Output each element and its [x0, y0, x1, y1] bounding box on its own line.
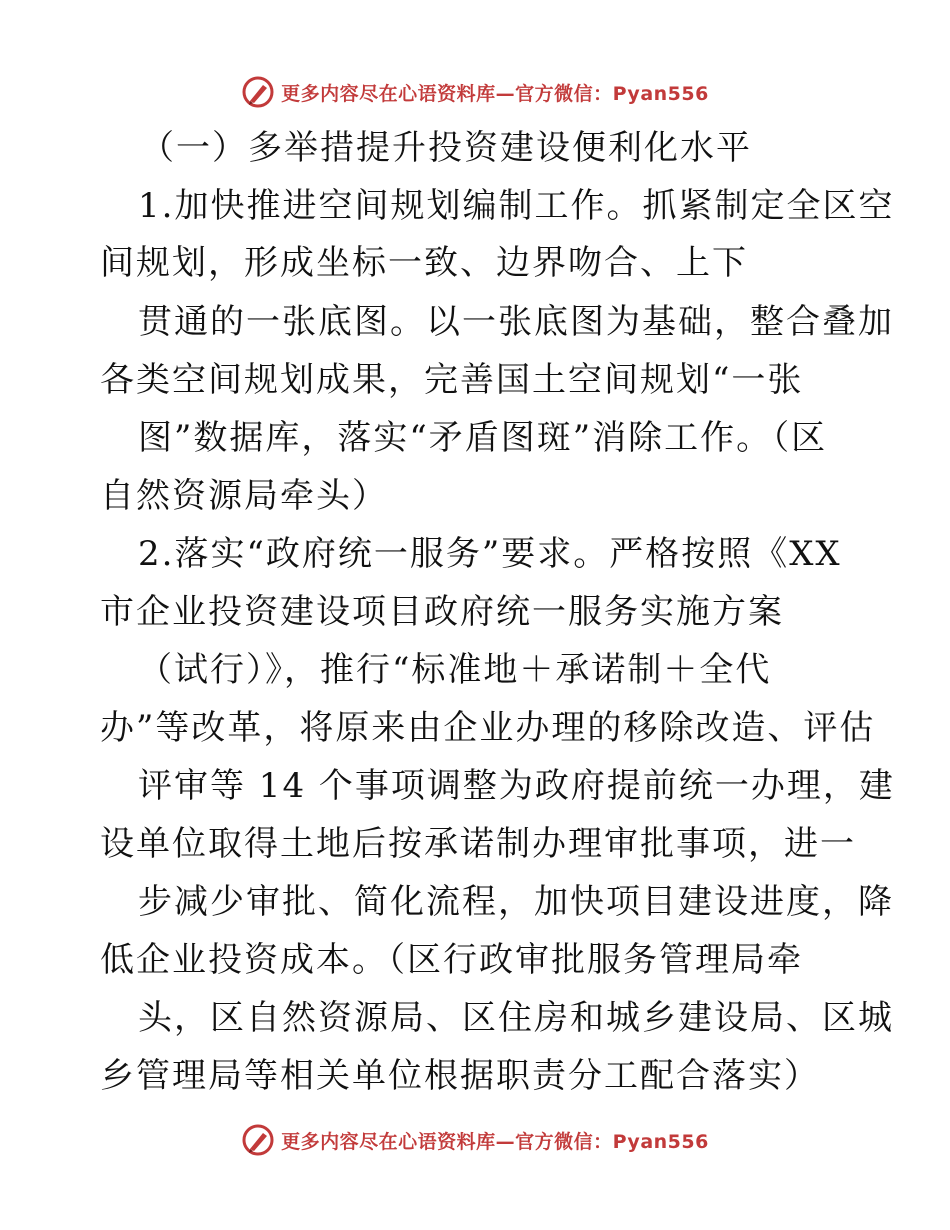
footer-watermark — [0, 1120, 950, 1160]
paragraph-line: 市企业投资建设项目政府统一服务实施方案 — [100, 592, 784, 632]
paragraph-line: 步减少审批、简化流程，加快项目建设进度，降 — [138, 882, 894, 922]
section-heading: （一）多举措提升投资建设便利化水平 — [140, 128, 752, 168]
paragraph-line: 各类空间规划成果，完善国土空间规划“一张 — [100, 360, 804, 400]
paragraph-line: 设单位取得土地后按承诺制办理审批事项，进一 — [100, 824, 856, 864]
paragraph-line: 评审等 14 个事项调整为政府提前统一办理，建 — [138, 766, 895, 806]
paragraph-line: 2.落实“政府统一服务”要求。严格按照《XX — [138, 534, 842, 574]
paragraph-line: （试行）》，推行“标准地＋承诺制＋全代 — [138, 650, 772, 690]
paragraph-line: 乡管理局等相关单位根据职责分工配合落实） — [100, 1056, 820, 1096]
paragraph-line: 1.加快推进空间规划编制工作。抓紧制定全区空 — [138, 186, 895, 226]
paragraph-line: 办”等改革，将原来由企业办理的移除改造、评估 — [100, 708, 876, 748]
paragraph-line: 低企业投资成本。（区行政审批服务管理局牵 — [100, 940, 803, 980]
paragraph-line: 间规划，形成坐标一致、边界吻合、上下 — [100, 243, 748, 283]
paragraph-line: 头，区自然资源局、区住房和城乡建设局、区城 — [138, 998, 894, 1038]
pen-logo-icon — [241, 1123, 275, 1157]
paragraph-line: 图”数据库，落实“矛盾图斑”消除工作。（区 — [138, 418, 828, 458]
paragraph-line: 自然资源局牵头） — [100, 476, 388, 516]
paragraph-line: 贯通的一张底图。以一张底图为基础，整合叠加 — [138, 302, 894, 342]
watermark-text: 更多内容尽在心语资料库—官方微信：Pyan556 — [281, 1130, 709, 1153]
watermark-text: 更多内容尽在心语资料库—官方微信：Pyan556 — [281, 82, 709, 105]
